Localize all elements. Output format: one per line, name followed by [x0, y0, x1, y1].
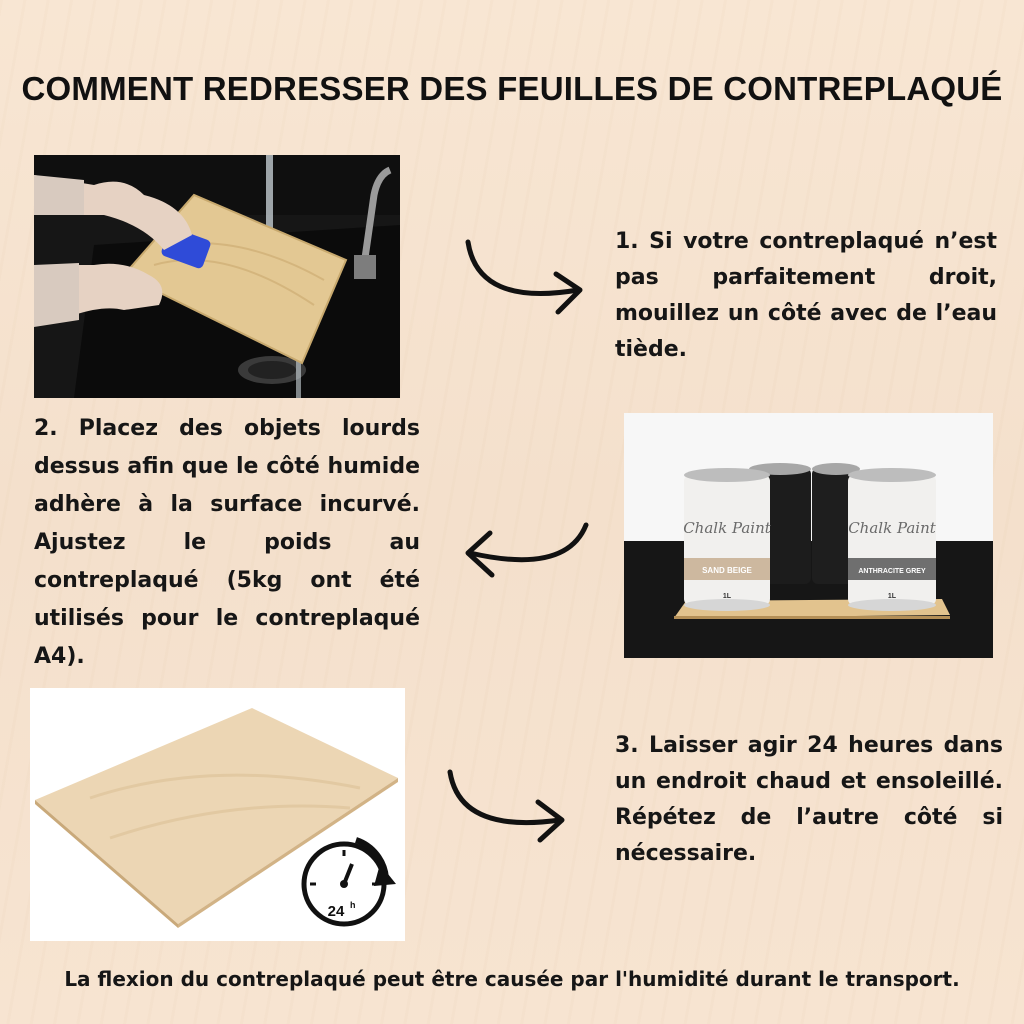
arrow-right-icon [440, 764, 572, 848]
can2-name: Chalk Paint [848, 519, 936, 537]
step-1-text: 1. Si votre contreplaqué n’est pas parfaitement droit, mouillez un côté avec de l’eau tiède. [615, 229, 997, 362]
photo-plywood-sheet [30, 688, 405, 941]
can1-volume: 1L [722, 593, 732, 600]
step-2-text: 2. Placez des objets lourds dessus afin que le côté humide adhère à la surface incurvé. Ajustez le poids au contreplaqué (5kg ont été utilisés pour le contreplaqué A4). [34, 416, 420, 669]
photo-paint-cans [624, 413, 993, 658]
step-3-text: 3. Laisser agir 24 heures dans un endroit chaud et ensoleillé. Répétez de l’autre côté si nécessaire. [615, 733, 1003, 866]
timer-unit: h [350, 900, 356, 910]
can2-volume: 1L [887, 593, 897, 600]
can2-color: ANTHRACITE GREY [858, 568, 926, 575]
arrow-left-icon [456, 515, 596, 585]
page-title: COMMENT REDRESSER DES FEUILLES DE CONTREPLAQUÉ [21, 70, 1003, 107]
footer-note: La flexion du contreplaqué peut être causée par l'humidité durant le transport. [64, 967, 960, 991]
photo-wetting-plywood [34, 155, 400, 398]
timer-label: 24 [327, 903, 345, 920]
can1-name: Chalk Paint [683, 519, 771, 537]
can1-color: SAND BEIGE [702, 566, 752, 575]
arrow-right-icon [458, 232, 590, 326]
